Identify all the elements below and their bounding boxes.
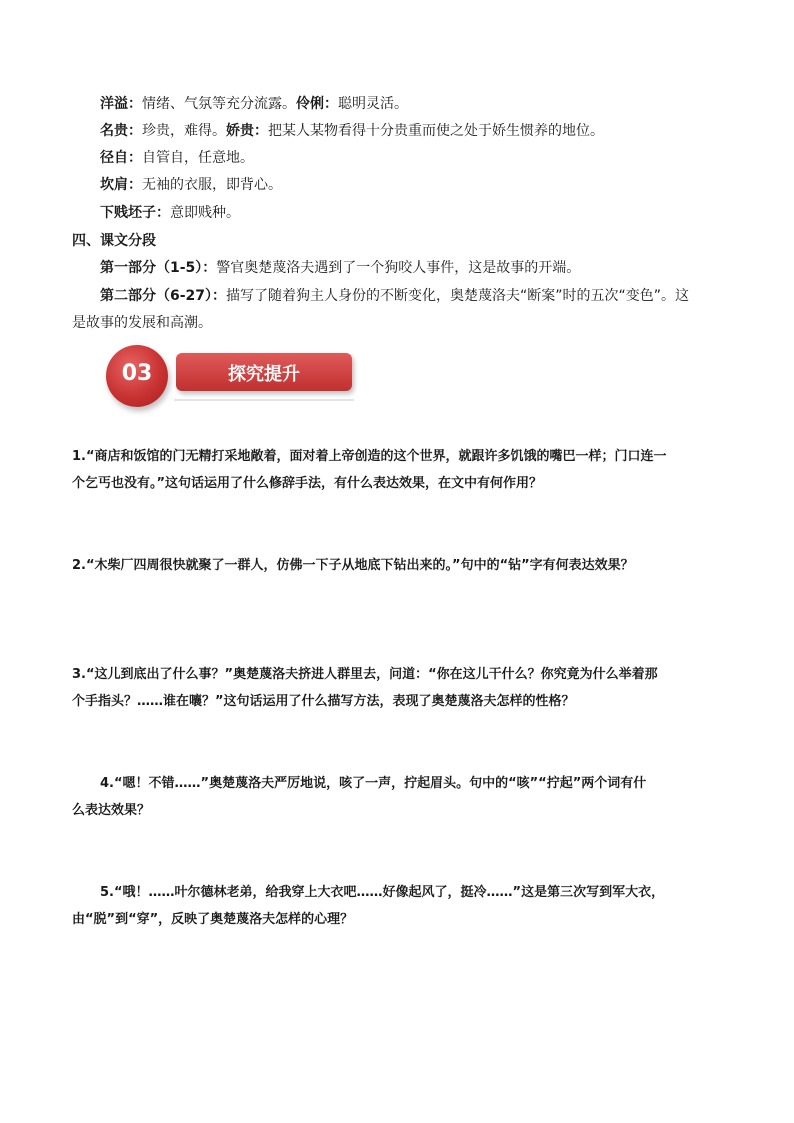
part-text: 警官奥楚蔑洛夫遇到了一个狗咬人事件，这是故事的开端。: [216, 260, 581, 276]
vocab-term: 坎肩：: [100, 177, 142, 193]
question-1-line-2: 个乞丐也没有。”这句话运用了什么修辞手法，有什么表达效果，在文中有何作用？: [72, 476, 543, 491]
question-2-line-1: 2.“木柴厂四周很快就聚了一群人，仿佛一下子从地底下钻出来的。”句中的“钻”字有何表达效果？: [72, 558, 634, 573]
vocab-term: 径自：: [100, 150, 142, 166]
vocab-line-5: [100, 203, 240, 223]
vocab-term: 名贵：: [100, 123, 142, 139]
question-4-line-1: 4.“嗯！不错……”奥楚蔑洛夫严厉地说，咳了一声，拧起眉头。句中的“咳”“拧起”两个词有什: [100, 776, 647, 791]
divider: [174, 399, 354, 401]
part-2-continuation: 是故事的发展和高潮。: [72, 315, 212, 331]
question-3-line-2: 个手指头？……谁在嚷？”这句话运用了什么描写方法，表现了奥楚蔑洛夫怎样的性格？: [72, 694, 575, 709]
part-label: 第二部分（6-27）：: [100, 288, 227, 304]
vocab-definition: 把某人某物看得十分贵重而使之处于娇生惯养的地位。: [268, 123, 604, 139]
section-number-circle: [106, 345, 168, 407]
part-text: 描写了随着狗主人身份的不断变化，奥楚蔑洛夫“断案”时的五次“变色”。这: [226, 288, 690, 304]
vocab-definition: 珍贵，难得。: [142, 123, 226, 139]
vocab-term: 娇贵：: [226, 123, 268, 139]
vocab-term: 洋溢：: [100, 96, 142, 112]
vocab-definition: 无袖的衣服，即背心。: [142, 177, 282, 193]
vocab-term: 下贱坯子：: [100, 205, 170, 221]
vocab-line-4: [100, 175, 282, 195]
section-number: 03: [121, 361, 153, 386]
vocab-definition: 意即贱种。: [170, 205, 240, 221]
section-banner: [176, 353, 352, 391]
section-badge: [104, 345, 364, 415]
vocab-definition: 情绪、气氛等充分流露。: [142, 96, 296, 112]
question-5-line-2: 由“脱”到“穿”，反映了奥楚蔑洛夫怎样的心理？: [72, 912, 354, 927]
vocab-line-3: [100, 148, 254, 168]
question-5-line-1: 5.“哦！……叶尔德林老弟，给我穿上大衣吧……好像起风了，挺冷……”这是第三次写到军大衣，: [100, 885, 665, 900]
part-1-paragraph: [100, 258, 580, 278]
vocab-definition: 聪明灵活。: [338, 96, 408, 112]
section-title: 探究提升: [228, 364, 300, 385]
question-1-line-1: 1.“商店和饭馆的门无精打采地敞着，面对着上帝创造的这个世界，就跟许多饥饿的嘴巴一样；门口连一: [72, 449, 667, 464]
vocab-line-2: [100, 121, 604, 141]
part-label: 第一部分（1-5）：: [100, 260, 217, 276]
question-3-line-1: 3.“这儿到底出了什么事？”奥楚蔑洛夫挤进人群里去，问道：“你在这儿干什么？你究竟为什么举着那: [72, 667, 658, 682]
question-4-line-2: 么表达效果？: [72, 803, 151, 818]
part-2-paragraph: [100, 286, 689, 306]
vocab-definition: 自管自，任意地。: [142, 150, 254, 166]
vocab-term: 伶俐：: [296, 96, 338, 112]
vocab-line-1: [100, 94, 408, 114]
section-heading: 四、课文分段: [72, 233, 156, 249]
